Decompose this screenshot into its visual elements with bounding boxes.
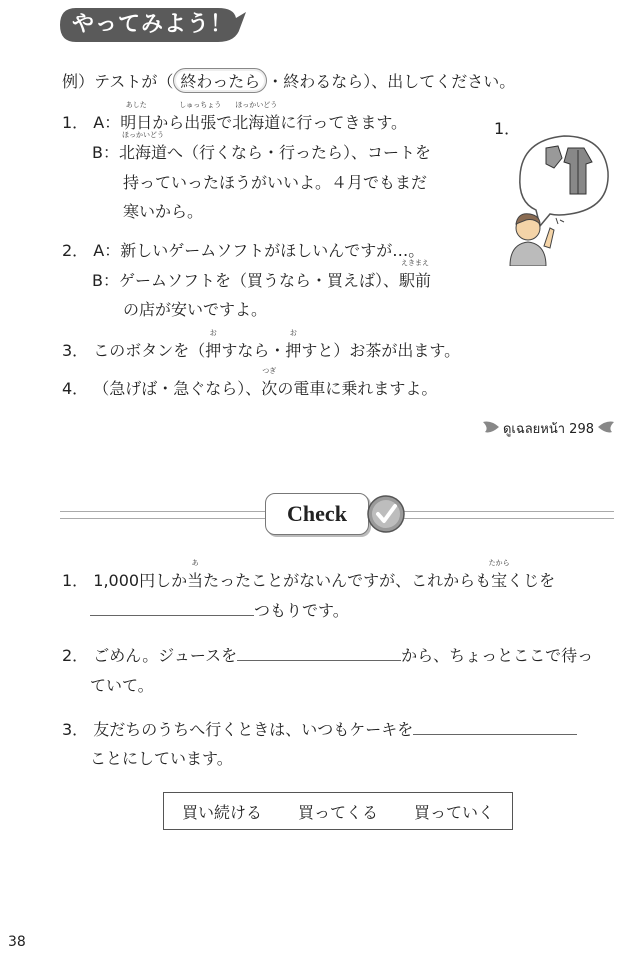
check-item-2-line-1: 2． ごめん。ジュースを から、ちょっとここで待っ xyxy=(62,646,594,665)
check-item-1-line-1: 1． 1,000円しか当 あ たったことがないんですが、これからも宝 たから くじを xyxy=(62,559,556,590)
choice-option: 買い続ける xyxy=(181,802,262,822)
exercise-3-line: 3． このボタンを（押 お すなら・押 お すと）お茶が出ます。 xyxy=(62,329,461,360)
example-lead: 例）テストが（ xyxy=(62,72,174,91)
page-number: 38 xyxy=(8,934,26,950)
ruby-word: 当 あ xyxy=(187,559,204,590)
exercise-1-line-b: B：北海道 ほっかいどう へ（行くなら・行ったら）、コートを xyxy=(92,131,432,162)
ruby-word: 次 つぎ xyxy=(261,367,278,398)
section-title: やってみよう！ xyxy=(72,12,234,37)
section-title-badge xyxy=(58,6,248,44)
choice-option: 買ってくる xyxy=(297,802,378,822)
check-item-3-line-2: ことにしています。 xyxy=(90,749,233,768)
word-choice-box xyxy=(163,792,513,830)
choice-option: 買っていく xyxy=(413,802,494,822)
answer-reference xyxy=(483,418,614,439)
exercise-number: 2． xyxy=(62,241,89,260)
check-heading: Check xyxy=(265,493,369,535)
exercise-1-line-b3: 寒いから。 xyxy=(123,202,204,221)
man-thinking-of-coat-illustration xyxy=(488,118,618,266)
example-line xyxy=(62,68,515,93)
ruby-word: 押 お xyxy=(205,329,222,360)
checkmark-icon xyxy=(366,494,406,534)
speaker-label: A： xyxy=(93,113,121,132)
answer-reference-text: ดูเฉลยหน้า 298 xyxy=(502,422,594,437)
answer-blank[interactable] xyxy=(90,601,254,616)
exercise-2-line-b: B：ゲームソフトを（買うなら・買えば）、駅前 えきまえ xyxy=(92,259,432,290)
wing-left-icon xyxy=(483,420,499,438)
exercise-4-line: 4． （急げば・急ぐなら）、次 つぎ の電車に乗れますよ。 xyxy=(62,367,438,398)
ruby-word: 明日 あした xyxy=(120,101,153,132)
answer-blank[interactable] xyxy=(413,720,577,735)
check-item-1-line-2: つもりです。 xyxy=(90,598,349,621)
ruby-word: 北海道 ほっかいどう xyxy=(118,131,167,162)
check-item-2-line-2: ていて。 xyxy=(90,676,154,695)
speaker-label: B： xyxy=(92,143,119,162)
exercise-1-line-a: 1． A：明日 あした から出張 しゅっちょう で北海道 ほっかいどう に行ってきます。 xyxy=(62,101,408,132)
exercise-2-line-b2: の店が安いですよ。 xyxy=(123,300,268,319)
example-rest: ・終わるなら）、出してください。 xyxy=(267,72,516,91)
ruby-word: 押 お xyxy=(285,329,302,360)
exercise-2-line-a: 2． A：新しいゲームソフトがほしいんですが…。 xyxy=(62,241,425,260)
ruby-word: 北海道 ほっかいどう xyxy=(232,101,281,132)
example-circled-answer: 終わったら xyxy=(173,68,267,93)
ruby-word: 宝 たから xyxy=(488,559,510,590)
ruby-word: 駅前 えきまえ xyxy=(399,259,432,290)
exercise-1-line-b2: 持っていったほうがいいよ。４月でもまだ xyxy=(123,173,428,192)
check-item-3-line-1: 3． 友だちのうちへ行くときは、いつもケーキを xyxy=(62,717,577,740)
answer-blank[interactable] xyxy=(237,646,401,661)
wing-right-icon xyxy=(598,420,614,438)
picture-label: 1． xyxy=(494,119,521,138)
ruby-word: 出張 しゅっちょう xyxy=(179,101,222,132)
exercise-number: 1． xyxy=(62,113,89,132)
